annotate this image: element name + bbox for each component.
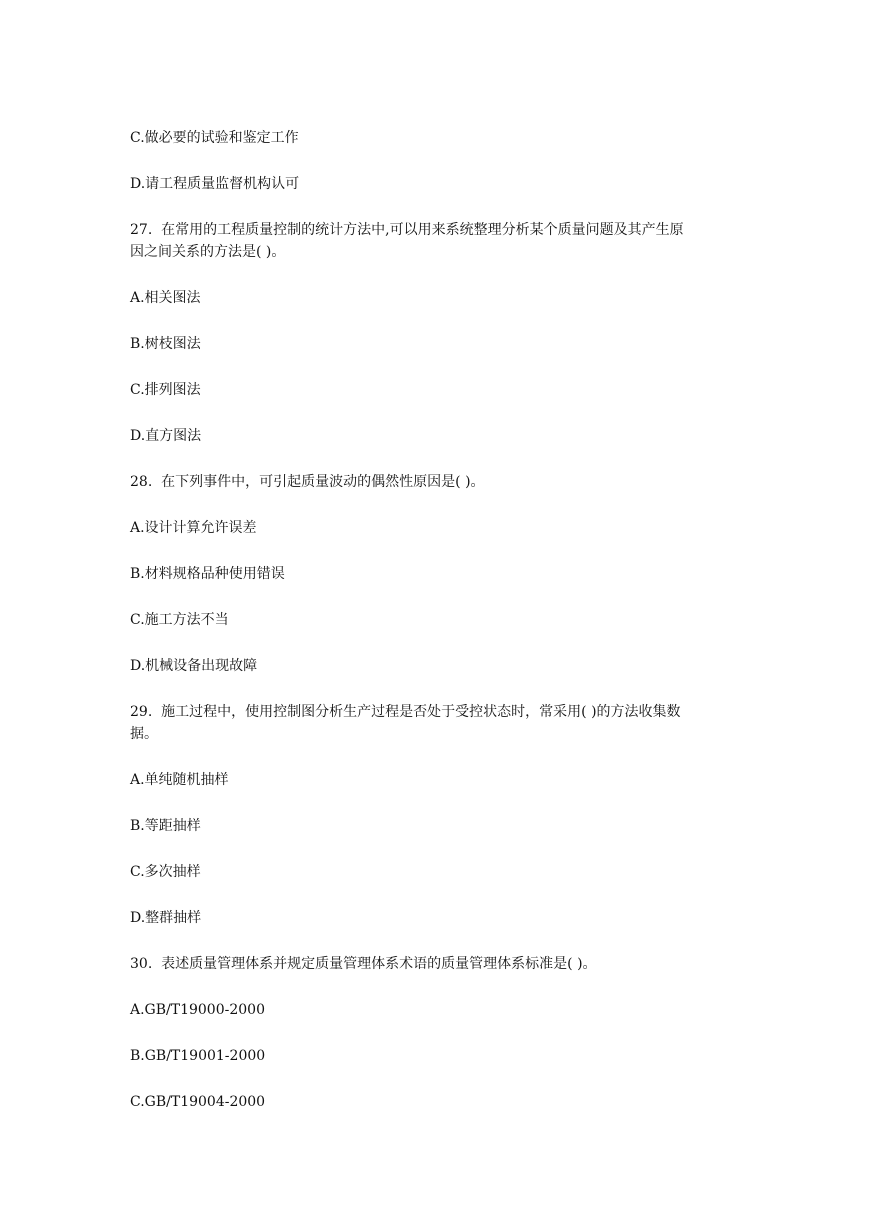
option-30-c: C.GB/T19004-2000: [130, 1094, 266, 1110]
question-29-line-1: 29. 施工过程中，使用控制图分析生产过程是否处于受控状态时，常采用( )的方法收集数: [130, 704, 681, 720]
option-27-d: D.直方图法: [130, 428, 202, 444]
option-29-a: A.单纯随机抽样: [130, 772, 229, 788]
document-page: [130, 127, 750, 1137]
question-27-line-1: 27. 在常用的工程质量控制的统计方法中,可以用来系统整理分析某个质量问题及其产生原: [130, 222, 684, 238]
option-29-b: B.等距抽样: [130, 818, 201, 834]
question-30: [130, 953, 750, 975]
option-29-d: D.整群抽样: [130, 910, 202, 926]
option-28-b: B.材料规格品种使用错误: [130, 566, 285, 582]
option-29-c: C.多次抽样: [130, 864, 201, 880]
option-28-a: A.设计计算允许误差: [130, 520, 257, 536]
option-27-b: B.树枝图法: [130, 336, 201, 352]
question-27: [130, 219, 750, 263]
option-30-b: B.GB/T19001-2000: [130, 1048, 266, 1064]
option-28-d: D.机械设备出现故障: [130, 658, 258, 674]
question-29-line-2: 据。: [130, 726, 158, 742]
option-26-c: C.做必要的试验和鉴定工作: [130, 130, 299, 146]
option-28-c: C.施工方法不当: [130, 612, 229, 628]
question-30-line-1: 30. 表述质量管理体系并规定质量管理体系术语的质量管理体系标准是( )。: [130, 956, 597, 972]
question-28-line-1: 28. 在下列事件中，可引起质量波动的偶然性原因是( )。: [130, 474, 485, 490]
option-27-c: C.排列图法: [130, 382, 201, 398]
option-26-d: D.请工程质量监督机构认可: [130, 176, 300, 192]
question-29: [130, 701, 750, 745]
option-30-a: A.GB/T19000-2000: [130, 1002, 265, 1018]
question-27-line-2: 因之间关系的方法是( )。: [130, 244, 286, 260]
option-27-a: A.相关图法: [130, 290, 201, 306]
question-28: [130, 471, 750, 493]
